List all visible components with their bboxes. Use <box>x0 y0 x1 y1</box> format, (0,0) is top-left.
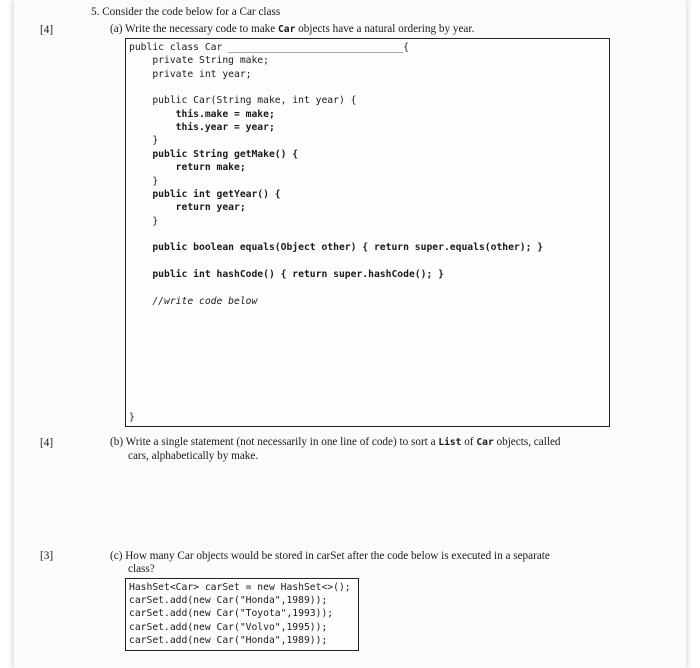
code-line: return year; <box>129 202 246 214</box>
part-b-inline-code-car: Car <box>476 437 494 448</box>
code-line: public class Car ______________________________{ <box>129 42 409 53</box>
part-a-inline-code: Car <box>278 24 296 35</box>
question-header <box>91 6 280 18</box>
part-b-prompt-line1 <box>110 436 561 448</box>
part-b-text-before: Write a single statement (not necessarily in one line of code) to sort a <box>125 436 436 448</box>
part-c-marks: [3] <box>40 550 54 562</box>
part-b-label: (b) <box>110 436 124 448</box>
part-b-marks: [4] <box>40 437 54 449</box>
code-line: carSet.add(new Car("Volvo",1995)); <box>129 621 328 633</box>
part-b-inline-code-list: List <box>438 437 462 448</box>
part-c-code-box <box>125 578 359 651</box>
code-line: this.make = make; <box>129 108 275 120</box>
part-b-text-mid: of <box>464 436 474 448</box>
part-b-text-after: objects, called <box>496 436 561 448</box>
part-a-label: (a) <box>110 23 123 35</box>
exam-page <box>14 0 686 668</box>
part-a-marks: [4] <box>40 24 54 36</box>
code-line: public int hashCode() { return super.hashCode(); } <box>129 268 444 280</box>
part-a-prompt <box>110 23 474 35</box>
part-c-label: (c) <box>110 550 123 562</box>
code-line: public int getYear() { <box>129 188 281 200</box>
code-line: } <box>129 175 159 187</box>
code-line: carSet.add(new Car("Toyota",1993)); <box>129 608 334 620</box>
part-a-closing-brace: } <box>129 412 135 423</box>
question-intro: Consider the code below for a Car class <box>102 6 281 18</box>
code-line: } <box>129 135 159 147</box>
part-c-text: How many Car objects would be stored in carSet after the code below is executed in a separate <box>125 550 550 562</box>
code-line: } <box>129 215 159 227</box>
code-line: public Car(String make, int year) { <box>129 95 357 107</box>
code-line: this.year = year; <box>129 122 275 134</box>
part-c-prompt-line2: class? <box>128 563 155 575</box>
code-line: private int year; <box>129 68 252 80</box>
code-line: private String make; <box>129 55 269 67</box>
code-line: carSet.add(new Car("Honda",1989)); <box>129 595 328 607</box>
code-line: return make; <box>129 162 246 174</box>
part-a-code-box <box>125 38 610 427</box>
code-line: public boolean equals(Object other) { return super.equals(other); } <box>129 242 544 254</box>
part-b-prompt-line2: cars, alphabetically by make. <box>128 450 259 462</box>
code-line: public String getMake() { <box>129 148 299 160</box>
part-a-text-after: objects have a natural ordering by year. <box>298 23 475 35</box>
part-a-text-before: Write the necessary code to make <box>125 23 276 35</box>
question-number: 5. <box>91 6 100 18</box>
part-c-prompt-line1 <box>110 550 550 562</box>
code-line: HashSet<Car> carSet = new HashSet<>(); <box>129 582 351 593</box>
code-line: carSet.add(new Car("Honda",1989)); <box>129 634 328 646</box>
code-line: //write code below <box>129 295 258 307</box>
